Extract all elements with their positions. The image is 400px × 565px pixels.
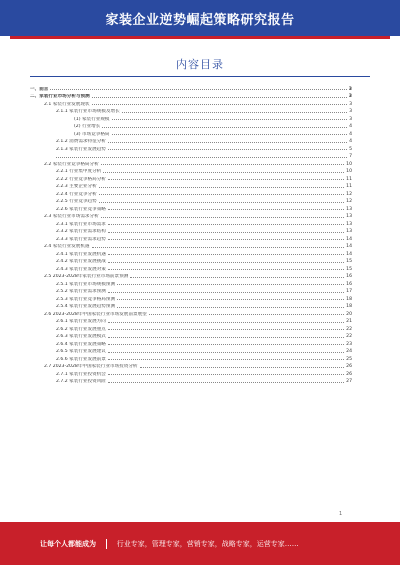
toc-leader-dots	[108, 262, 344, 263]
toc-entry[interactable]	[30, 227, 352, 235]
toc-entry-label: 一、前言	[30, 86, 49, 92]
toc-entry-page: 7	[349, 154, 352, 159]
toc-entry[interactable]	[30, 332, 352, 340]
toc-leader-dots	[108, 292, 344, 293]
toc-entry[interactable]	[30, 347, 352, 355]
toc-entry-label: 2.6.2 家装行业发展重点	[56, 326, 106, 332]
toc-entry-label: 2.5.4 家装行业发展趋势预测	[56, 304, 116, 309]
toc-entry-page: 20	[346, 311, 352, 317]
toc-leader-dots	[130, 277, 344, 278]
toc-entry-label: (1) 家装行业规模	[74, 116, 110, 122]
toc-leader-dots	[108, 374, 344, 375]
toc-entry-label: 2.4 家装行业发展机遇	[44, 244, 90, 249]
toc-entry-page: 14	[346, 236, 352, 242]
toc-leader-dots	[108, 344, 344, 345]
toc-entry-page: 22	[346, 326, 352, 332]
toc-leader-dots	[92, 104, 348, 105]
toc-entry[interactable]	[30, 264, 352, 272]
toc-entry-page: 13	[346, 221, 352, 227]
toc-entry-label: 2.1 家装行业发展现状	[44, 101, 90, 107]
report-header	[0, 0, 400, 36]
toc-entry-page: 4	[349, 124, 352, 129]
toc-entry-page: 11	[346, 176, 352, 182]
toc-entry-label: 2.6.5 家装行业发展建议	[56, 349, 106, 354]
toc-entry[interactable]	[30, 167, 352, 175]
toc-entry-label: 2.4.1 家装行业发展机遇	[56, 251, 106, 257]
toc-entry-page: 10	[346, 161, 352, 167]
toc-entry-page: 10	[346, 169, 352, 174]
toc-entry-page: 22	[346, 334, 352, 339]
toc-leader-dots	[103, 172, 344, 173]
toc-entry-page: 23	[346, 341, 352, 347]
toc-entry-label: 2.6.6 家装行业发展前景	[56, 356, 106, 362]
toc-entry[interactable]	[30, 339, 352, 347]
toc-entry-page: 15	[346, 266, 352, 272]
footer-divider	[106, 539, 107, 549]
toc-entry[interactable]	[30, 302, 352, 310]
toc-entry-label: 2.6.1 家装行业发展方向	[56, 319, 106, 324]
toc-entry-page: 13	[346, 214, 352, 219]
toc-leader-dots	[117, 299, 344, 300]
toc-leader-dots	[108, 254, 344, 255]
toc-entry-page: 16	[346, 281, 352, 287]
toc-entry[interactable]	[30, 122, 352, 130]
toc-entry-label: (3) 市场竞争格局	[74, 131, 110, 137]
toc-entry-label: 2.2 家装行业竞争格局分析	[44, 161, 99, 167]
toc-entry-label: 2.6.4 家装行业发展策略	[56, 341, 106, 347]
toc-leader-dots	[108, 352, 344, 353]
toc-leader-dots	[108, 382, 344, 383]
toc-entry[interactable]	[30, 152, 352, 160]
toc-entry[interactable]	[30, 362, 352, 370]
table-of-contents	[30, 84, 352, 384]
toc-entry-page: 16	[346, 274, 352, 279]
toc-leader-dots	[102, 127, 347, 128]
toc-entry-page: 4	[349, 131, 352, 137]
toc-entry[interactable]	[30, 92, 352, 100]
toc-entry-label: 2.2.5 行业竞争趋势	[56, 199, 97, 204]
toc-leader-dots	[108, 232, 344, 233]
footer-banner	[0, 522, 400, 565]
toc-leader-dots	[122, 112, 347, 113]
toc-title: 内容目录	[176, 58, 224, 71]
toc-entry-page: 3	[349, 109, 352, 114]
toc-leader-dots	[99, 187, 344, 188]
toc-entry-label: 2.2.2 行业竞争格局分析	[56, 176, 106, 182]
toc-entry[interactable]	[30, 137, 352, 145]
toc-leader-dots	[99, 194, 344, 195]
toc-leader-dots	[108, 322, 344, 323]
toc-leader-dots	[99, 202, 344, 203]
toc-entry-page: 24	[346, 349, 352, 354]
toc-entry[interactable]	[30, 114, 352, 122]
toc-entry-label: 2.5.3 家装行业竞争格局预测	[56, 296, 116, 302]
toc-entry[interactable]	[30, 257, 352, 265]
toc-leader-dots	[112, 119, 348, 120]
toc-leader-dots	[140, 367, 345, 368]
toc-entry-label: 2.5 2023-2028年家装行业市场前景预测	[44, 274, 129, 279]
toc-entry-label: 2.2.4 行业竞争分析	[56, 191, 97, 197]
toc-leader-dots	[92, 247, 345, 248]
toc-leader-dots	[108, 329, 344, 330]
toc-entry[interactable]	[30, 294, 352, 302]
toc-leader-dots	[108, 337, 344, 338]
toc-entry[interactable]	[30, 369, 352, 377]
toc-entry-label: 2.2.3 主要企业分析	[56, 184, 97, 189]
toc-entry-page: 4	[349, 139, 352, 144]
toc-entry-label: 2.3.2 家装行业需求结构	[56, 229, 106, 234]
toc-entry[interactable]	[30, 279, 352, 287]
toc-entry-label: 2.4.2 家装行业发展挑战	[56, 259, 106, 264]
toc-entry-label: 2.3 家装行业市场需求分析	[44, 214, 99, 219]
toc-entry-page: 18	[346, 304, 352, 309]
toc-entry-label: 2.6.3 家装行业发展模式	[56, 334, 106, 339]
page-number: 1	[339, 511, 343, 517]
toc-entry[interactable]	[30, 272, 352, 280]
toc-leader-dots	[108, 224, 344, 225]
toc-entry[interactable]	[30, 354, 352, 362]
toc-entry-page: 15	[346, 259, 352, 264]
toc-entry-page: 12	[346, 199, 352, 204]
toc-entry[interactable]	[30, 249, 352, 257]
toc-entry-label: 二、家装行业市场分析与预测	[30, 94, 90, 99]
toc-entry[interactable]	[30, 287, 352, 295]
toc-entry[interactable]	[30, 219, 352, 227]
footer-slogan: 让每个人都能成为	[40, 539, 96, 548]
toc-entry[interactable]	[30, 107, 352, 115]
toc-entry-page: 21	[346, 319, 352, 324]
toc-leader-dots	[108, 179, 344, 180]
toc-entry-label: 2.7.2 家装行业投资风险	[56, 379, 106, 384]
toc-entry-page: 5	[349, 146, 352, 152]
toc-leader-dots	[108, 209, 344, 210]
toc-entry-label: 2.7.1 家装行业投资机会	[56, 371, 106, 377]
toc-entry[interactable]	[30, 377, 352, 385]
toc-entry-label: 2.3.1 家装行业市场需求	[56, 221, 106, 227]
toc-leader-dots	[108, 239, 344, 240]
toc-leader-dots	[149, 314, 344, 315]
toc-entry[interactable]	[30, 309, 352, 317]
toc-entry-label: 2.5.1 家装行业市场规模预测	[56, 281, 116, 287]
toc-entry[interactable]	[30, 84, 352, 92]
toc-entry[interactable]	[30, 129, 352, 137]
toc-entry[interactable]	[30, 189, 352, 197]
toc-leader-dots	[92, 97, 347, 98]
toc-entry-page: 3	[349, 116, 352, 122]
toc-leader-dots	[112, 134, 348, 135]
toc-entry-label: 2.2.6 家装行业竞争策略	[56, 206, 106, 212]
toc-entry[interactable]	[30, 174, 352, 182]
toc-entry-label: 2.3.3 家装行业需求趋势	[56, 236, 106, 242]
toc-leader-dots	[108, 142, 347, 143]
toc-entry-page: 26	[346, 371, 352, 377]
toc-entry-label: 2.1.1 家装行业市场规模及增长	[56, 109, 120, 114]
header-divider	[10, 36, 390, 39]
toc-entry-label: 2.6 2023-2028年中国家装行业市场发展前景展望	[44, 311, 147, 317]
toc-entry-page: 12	[346, 191, 352, 197]
toc-leader-dots	[101, 217, 344, 218]
toc-entry-page: 11	[346, 184, 352, 189]
toc-entry-page: 25	[346, 356, 352, 362]
toc-leader-dots	[108, 359, 344, 360]
toc-entry[interactable]	[30, 324, 352, 332]
toc-entry-page: 3	[348, 86, 352, 92]
toc-entry[interactable]	[30, 234, 352, 242]
toc-entry-page: 27	[346, 379, 352, 384]
toc-entry-page: 14	[346, 244, 352, 249]
toc-entry-page: 13	[346, 206, 352, 212]
toc-entry-page: 26	[346, 364, 352, 369]
toc-leader-dots	[117, 284, 344, 285]
toc-entry[interactable]	[30, 99, 352, 107]
footer-roles: 行业专家，管理专家，营销专家，战略专家，运营专家……	[116, 539, 299, 548]
report-title: 家装企业逆势崛起策略研究报告	[105, 12, 295, 28]
toc-leader-dots	[108, 149, 347, 150]
toc-entry-label: 2.5.2 家装行业需求预测	[56, 289, 106, 294]
toc-entry-label: 2.1.2 消费需求特征分析	[56, 139, 106, 144]
toc-entry[interactable]	[30, 212, 352, 220]
toc-entry[interactable]	[30, 144, 352, 152]
toc-entry-page: 3	[349, 101, 352, 107]
toc-leader-dots	[117, 307, 344, 308]
toc-leader-dots	[108, 269, 344, 270]
toc-leader-dots	[50, 89, 346, 90]
toc-title-divider	[30, 76, 370, 77]
toc-entry-page: 14	[346, 251, 352, 257]
toc-entry-label: (2) 行业增长	[74, 124, 101, 129]
toc-entry[interactable]	[30, 317, 352, 325]
toc-entry-label: 2.4.3 家装行业发展对策	[56, 266, 106, 272]
toc-entry[interactable]	[30, 197, 352, 205]
toc-entry[interactable]	[30, 182, 352, 190]
toc-entry-page: 3	[348, 94, 352, 99]
toc-entry-page: 13	[346, 229, 352, 234]
toc-entry-page: 18	[346, 296, 352, 302]
toc-entry-page: 17	[346, 289, 352, 294]
toc-leader-dots	[101, 164, 344, 165]
toc-leader-dots	[56, 157, 347, 158]
toc-entry[interactable]	[30, 242, 352, 250]
toc-entry-label: 2.7 2023-2028年中国家装行业市场投资分析	[44, 364, 138, 369]
toc-entry[interactable]	[30, 159, 352, 167]
toc-entry-label: 2.1.3 家装行业发展趋势	[56, 146, 106, 152]
toc-entry-label: 2.2.1 行业集中度分析	[56, 169, 102, 174]
toc-entry[interactable]	[30, 204, 352, 212]
